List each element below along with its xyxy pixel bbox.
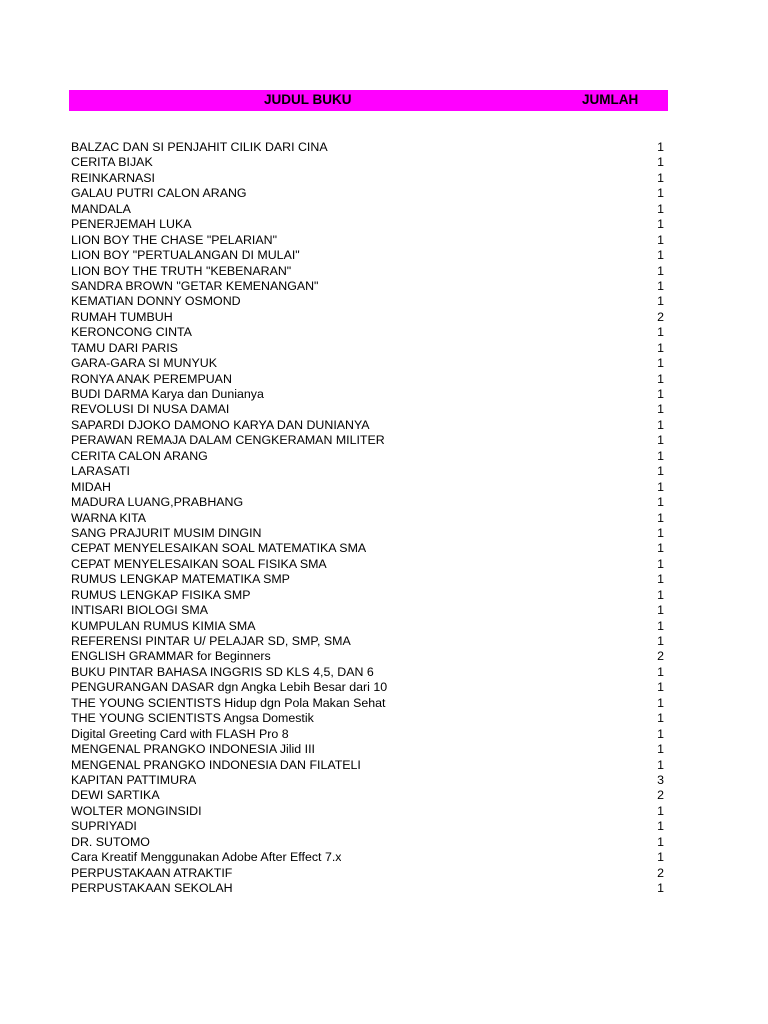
book-title: MENGENAL PRANGKO INDONESIA Jilid III xyxy=(71,742,315,757)
book-quantity: 1 xyxy=(657,618,664,633)
book-row xyxy=(71,341,665,356)
book-row xyxy=(71,696,665,711)
column-header-count: JUMLAH xyxy=(582,92,639,107)
book-row xyxy=(71,217,665,232)
book-quantity: 1 xyxy=(657,664,664,679)
book-row xyxy=(71,279,665,294)
book-quantity: 1 xyxy=(657,525,664,540)
book-quantity: 1 xyxy=(657,340,664,355)
book-quantity: 1 xyxy=(657,402,664,417)
book-title: SUPRIYADI xyxy=(71,819,137,834)
book-title: DEWI SARTIKA xyxy=(71,788,160,803)
book-title: LION BOY THE TRUTH "KEBENARAN" xyxy=(71,263,292,278)
book-row xyxy=(71,619,665,634)
book-row xyxy=(71,634,665,649)
book-title: SANG PRAJURIT MUSIM DINGIN xyxy=(71,525,262,540)
book-row xyxy=(71,866,665,881)
book-quantity: 1 xyxy=(657,695,664,710)
book-quantity: 1 xyxy=(657,433,664,448)
book-title: GALAU PUTRI CALON ARANG xyxy=(71,186,247,201)
book-row xyxy=(71,665,665,680)
book-title: MIDAH xyxy=(71,479,111,494)
book-row xyxy=(71,171,665,186)
book-title: LION BOY THE CHASE "PELARIAN" xyxy=(71,232,277,247)
book-quantity: 2 xyxy=(657,865,664,880)
book-quantity: 1 xyxy=(657,186,664,201)
book-row xyxy=(71,372,665,387)
book-row xyxy=(71,742,665,757)
book-title: REVOLUSI DI NUSA DAMAI xyxy=(71,402,230,417)
book-quantity: 1 xyxy=(657,371,664,386)
book-title: BUDI DARMA Karya dan Dunianya xyxy=(71,387,264,401)
book-title: Cara Kreatif Menggunakan Adobe After Effect 7.x xyxy=(71,850,342,865)
book-quantity: 1 xyxy=(657,417,664,432)
book-quantity: 1 xyxy=(657,294,664,309)
book-title: RUMUS LENGKAP FISIKA SMP xyxy=(71,587,251,602)
book-title: PENGURANGAN DASAR dgn Angka Lebih Besar dari 10 xyxy=(71,680,388,695)
book-row xyxy=(71,511,665,526)
book-quantity: 1 xyxy=(657,387,664,401)
book-quantity: 1 xyxy=(657,556,664,571)
book-title: LARASATI xyxy=(71,464,130,479)
book-quantity: 1 xyxy=(657,541,664,556)
book-title: CEPAT MENYELESAIKAN SOAL MATEMATIKA SMA xyxy=(71,541,367,556)
book-row xyxy=(71,572,665,587)
book-title: PERPUSTAKAAN SEKOLAH xyxy=(71,881,233,895)
book-row xyxy=(71,402,665,417)
book-title: LION BOY "PERTUALANGAN DI MULAI" xyxy=(71,248,300,263)
book-row xyxy=(71,557,665,572)
book-row xyxy=(71,588,665,603)
book-quantity: 1 xyxy=(657,572,664,587)
book-quantity: 1 xyxy=(657,603,664,618)
book-quantity: 1 xyxy=(657,263,664,278)
book-quantity: 1 xyxy=(657,803,664,818)
book-quantity: 1 xyxy=(657,726,664,741)
book-row xyxy=(71,881,665,896)
book-quantity: 1 xyxy=(657,232,664,247)
book-title: PENERJEMAH LUKA xyxy=(71,217,192,232)
book-row xyxy=(71,233,665,248)
book-title: SAPARDI DJOKO DAMONO KARYA DAN DUNIANYA xyxy=(71,417,370,432)
book-title: REINKARNASI xyxy=(71,170,155,185)
book-title: THE YOUNG SCIENTISTS Angsa Domestik xyxy=(71,711,314,726)
book-row xyxy=(71,603,665,618)
book-row xyxy=(71,773,665,788)
book-list xyxy=(71,140,665,896)
book-quantity: 1 xyxy=(657,850,664,865)
book-row xyxy=(71,325,665,340)
book-quantity: 1 xyxy=(657,140,664,154)
book-row xyxy=(71,387,665,402)
book-title: KAPITAN PATTIMURA xyxy=(71,772,197,787)
book-row xyxy=(71,480,665,495)
book-quantity: 1 xyxy=(657,881,664,895)
book-title: WARNA KITA xyxy=(71,510,147,525)
book-quantity: 1 xyxy=(657,757,664,772)
book-row xyxy=(71,248,665,263)
book-quantity: 1 xyxy=(657,356,664,371)
book-quantity: 1 xyxy=(657,248,664,263)
book-title: PERAWAN REMAJA DALAM CENGKERAMAN MILITER xyxy=(71,433,385,448)
book-title: RUMUS LENGKAP MATEMATIKA SMP xyxy=(71,572,290,587)
book-quantity: 3 xyxy=(657,772,664,787)
book-quantity: 2 xyxy=(657,309,664,324)
book-quantity: 1 xyxy=(657,834,664,849)
book-title: INTISARI BIOLOGI SMA xyxy=(71,603,209,618)
book-row xyxy=(71,541,665,556)
book-quantity: 1 xyxy=(657,587,664,602)
book-row xyxy=(71,294,665,309)
book-row xyxy=(71,649,665,664)
book-title: CERITA BIJAK xyxy=(71,155,153,170)
book-title: DR. SUTOMO xyxy=(71,834,150,849)
book-title: KEMATIAN DONNY OSMOND xyxy=(71,294,241,309)
book-title: MANDALA xyxy=(71,201,131,216)
book-quantity: 1 xyxy=(657,325,664,340)
book-quantity: 2 xyxy=(657,649,664,664)
book-row xyxy=(71,711,665,726)
book-title: GARA-GARA SI MUNYUK xyxy=(71,356,217,371)
book-row xyxy=(71,758,665,773)
book-title: KUMPULAN RUMUS KIMIA SMA xyxy=(71,618,256,633)
book-title: RONYA ANAK PEREMPUAN xyxy=(71,371,232,386)
book-row xyxy=(71,819,665,834)
book-quantity: 1 xyxy=(657,464,664,479)
book-title: MENGENAL PRANGKO INDONESIA DAN FILATELI xyxy=(71,757,361,772)
book-title: BUKU PINTAR BAHASA INGGRIS SD KLS 4,5, DAN 6 xyxy=(71,664,374,679)
book-quantity: 1 xyxy=(657,170,664,185)
book-row xyxy=(71,835,665,850)
book-row xyxy=(71,804,665,819)
book-title: CERITA CALON ARANG xyxy=(71,448,208,463)
column-header-title: JUDUL BUKU xyxy=(264,92,352,107)
book-row xyxy=(71,264,665,279)
book-row xyxy=(71,850,665,865)
book-row xyxy=(71,140,665,155)
book-quantity: 1 xyxy=(657,278,664,293)
book-quantity: 1 xyxy=(657,201,664,216)
book-quantity: 1 xyxy=(657,479,664,494)
book-row xyxy=(71,680,665,695)
book-row xyxy=(71,310,665,325)
book-row xyxy=(71,155,665,170)
book-row xyxy=(71,356,665,371)
book-row xyxy=(71,464,665,479)
book-title: TAMU DARI PARIS xyxy=(71,340,178,355)
book-row xyxy=(71,433,665,448)
book-title: KERONCONG CINTA xyxy=(71,325,192,340)
book-quantity: 1 xyxy=(657,448,664,463)
book-quantity: 1 xyxy=(657,742,664,757)
book-title: Digital Greeting Card with FLASH Pro 8 xyxy=(71,726,289,741)
book-quantity: 1 xyxy=(657,510,664,525)
book-quantity: 1 xyxy=(657,217,664,232)
book-quantity: 1 xyxy=(657,711,664,726)
book-row xyxy=(71,526,665,541)
book-title: MADURA LUANG,PRABHANG xyxy=(71,495,244,510)
book-title: WOLTER MONGINSIDI xyxy=(71,803,202,818)
book-quantity: 1 xyxy=(657,634,664,648)
book-title: ENGLISH GRAMMAR for Beginners xyxy=(71,649,271,664)
book-quantity: 1 xyxy=(657,495,664,510)
book-title: THE YOUNG SCIENTISTS Hidup dgn Pola Makan Sehat xyxy=(71,695,386,710)
book-title: REFERENSI PINTAR U/ PELAJAR SD, SMP, SMA xyxy=(71,634,351,648)
book-row xyxy=(71,788,665,803)
book-title: CEPAT MENYELESAIKAN SOAL FISIKA SMA xyxy=(71,556,327,571)
book-row xyxy=(71,727,665,742)
book-title: RUMAH TUMBUH xyxy=(71,309,173,324)
book-title: PERPUSTAKAAN ATRAKTIF xyxy=(71,865,233,880)
book-row xyxy=(71,449,665,464)
book-quantity: 1 xyxy=(657,819,664,834)
book-title: SANDRA BROWN "GETAR KEMENANGAN" xyxy=(71,278,319,293)
book-quantity: 2 xyxy=(657,788,664,803)
book-quantity: 1 xyxy=(657,680,664,695)
book-row xyxy=(71,186,665,201)
book-row xyxy=(71,495,665,510)
book-row xyxy=(71,418,665,433)
book-row xyxy=(71,202,665,217)
book-title: BALZAC DAN SI PENJAHIT CILIK DARI CINA xyxy=(71,140,328,154)
book-quantity: 1 xyxy=(657,155,664,170)
table-header-bar xyxy=(69,90,668,111)
